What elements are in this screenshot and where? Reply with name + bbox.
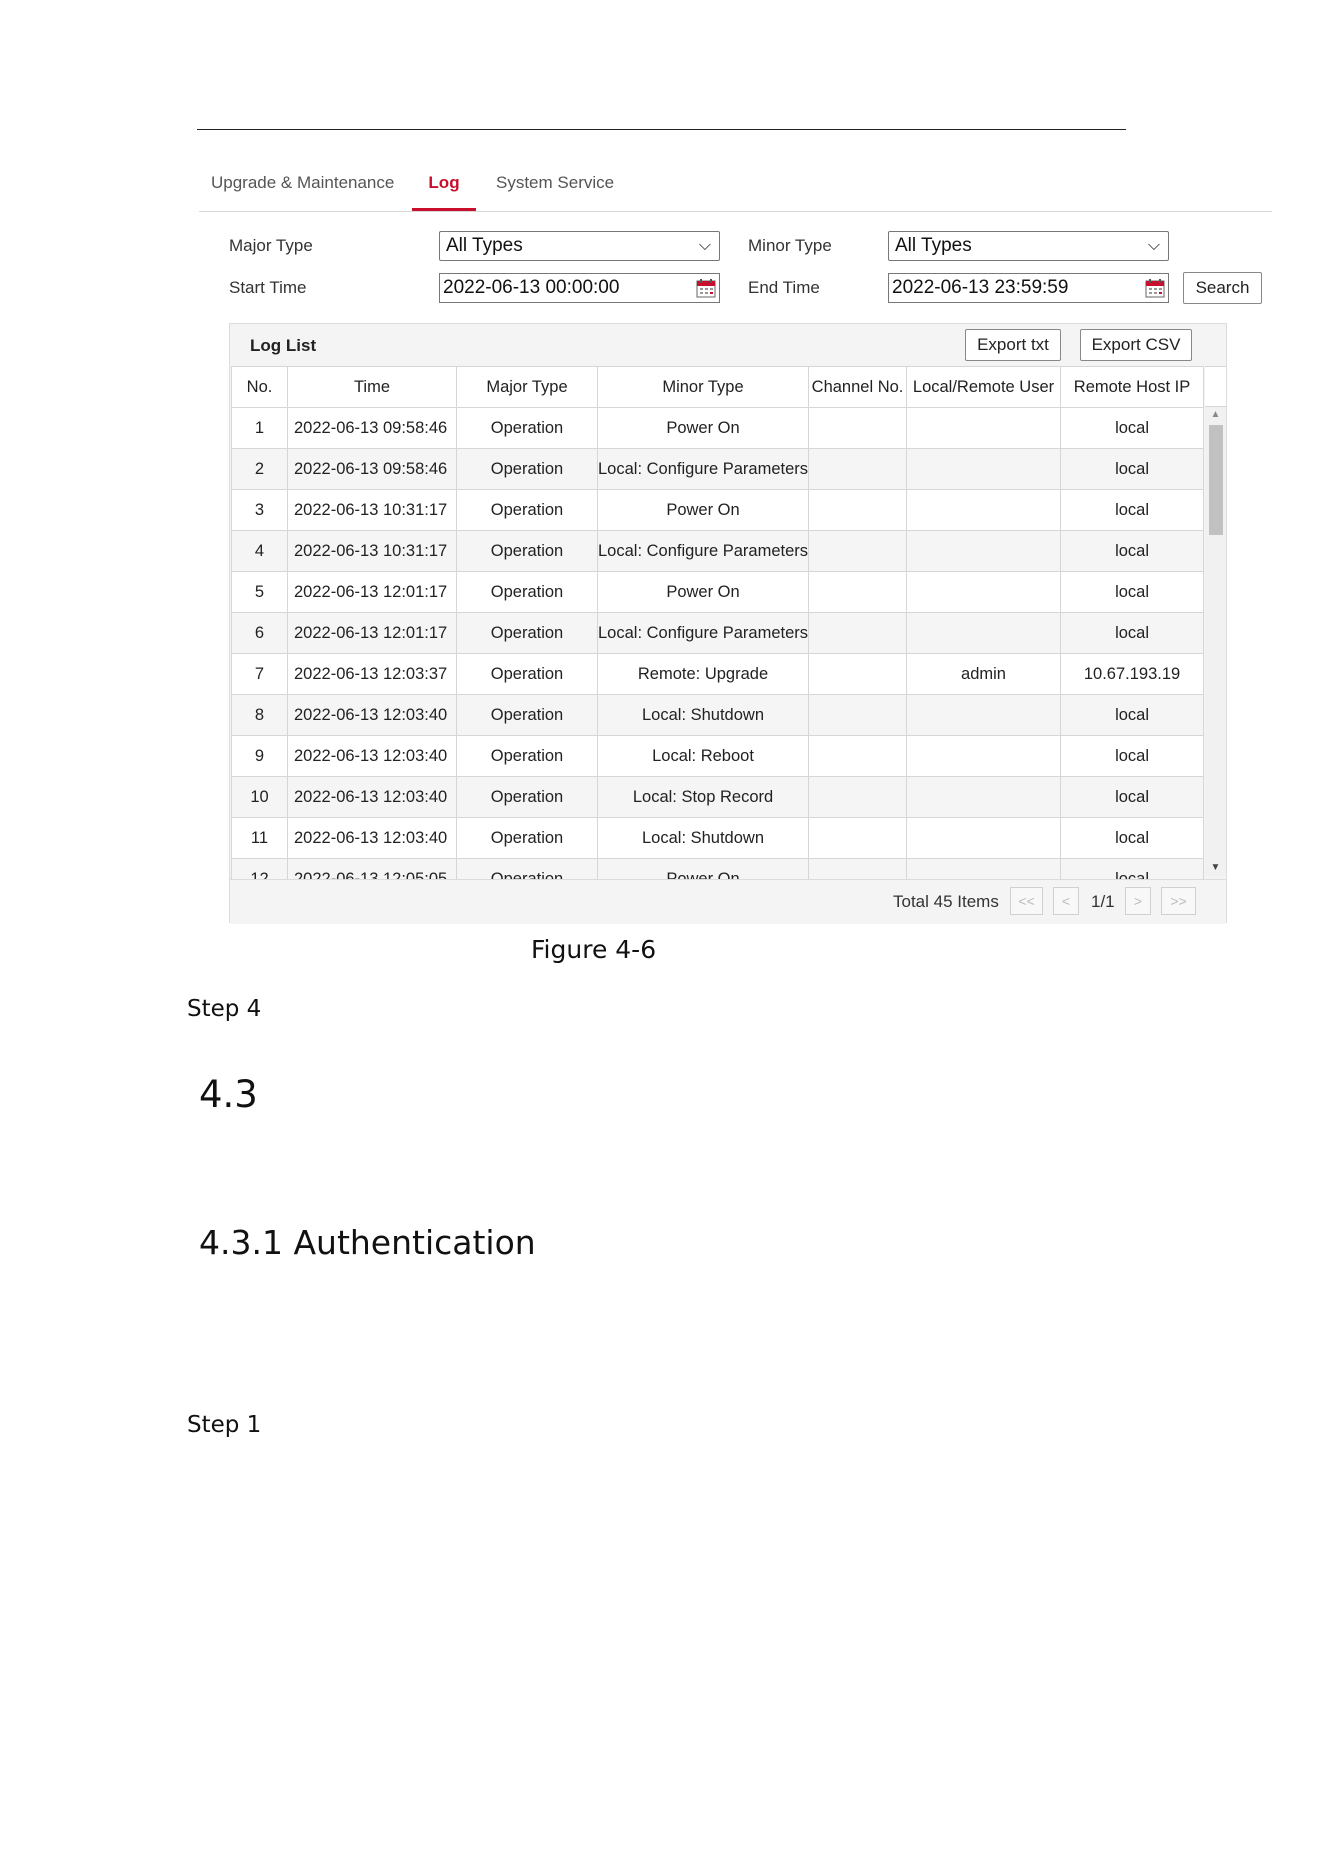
major-type-label: Major Type <box>229 236 313 255</box>
calendar-icon[interactable] <box>1145 278 1165 298</box>
end-time-label: End Time <box>748 278 820 297</box>
cell-remote-host-ip: local <box>1061 408 1204 449</box>
cell-user <box>907 695 1061 736</box>
cell-user <box>907 408 1061 449</box>
cell-remote-host-ip: local <box>1061 818 1204 859</box>
log-table-viewport <box>230 366 1226 878</box>
cell-no: 11 <box>232 818 288 859</box>
cell-channel-no <box>809 408 907 449</box>
minor-type-value: All Types <box>895 235 972 256</box>
cell-minor-type: Power On <box>598 572 809 613</box>
cell-remote-host-ip: local <box>1061 572 1204 613</box>
cell-remote-host-ip: local <box>1061 695 1204 736</box>
column-header-time[interactable]: Time <box>288 367 457 408</box>
export-txt-button[interactable]: Export txt <box>965 329 1061 361</box>
cell-minor-type: Local: Shutdown <box>598 818 809 859</box>
tab-upgrade-maintenance[interactable]: Upgrade & Maintenance <box>211 173 395 192</box>
cell-remote-host-ip: local <box>1061 531 1204 572</box>
tab-system-service[interactable]: System Service <box>496 173 615 192</box>
cell-no: 4 <box>232 531 288 572</box>
table-scrollbar[interactable] <box>1205 407 1226 876</box>
cell-channel-no <box>809 736 907 777</box>
start-time-label: Start Time <box>229 278 307 297</box>
cell-channel-no <box>809 613 907 654</box>
column-header-no[interactable]: No. <box>232 367 288 408</box>
table-row[interactable] <box>232 449 1204 490</box>
log-list-title: Log List <box>250 336 317 355</box>
header-rule <box>197 129 1126 130</box>
cell-major-type: Operation <box>457 490 598 531</box>
total-items-count: Total 45 Items <box>893 892 999 911</box>
cell-channel-no <box>809 572 907 613</box>
prev-page-button[interactable]: < <box>1053 887 1079 915</box>
cell-minor-type: Local: Configure Parameters <box>598 531 809 572</box>
calendar-icon[interactable] <box>696 278 716 298</box>
cell-no: 7 <box>232 654 288 695</box>
table-row[interactable] <box>232 613 1204 654</box>
start-time-input[interactable] <box>439 273 720 303</box>
cell-remote-host-ip: local <box>1061 490 1204 531</box>
cell-remote-host-ip: local <box>1061 449 1204 490</box>
cell-user: admin <box>907 654 1061 695</box>
search-button[interactable]: Search <box>1183 272 1262 304</box>
cell-time: 2022-06-13 12:03:40 <box>288 777 457 818</box>
table-row[interactable] <box>232 654 1204 695</box>
cell-channel-no <box>809 449 907 490</box>
scroll-thumb[interactable] <box>1209 425 1223 535</box>
cell-user <box>907 818 1061 859</box>
end-time-input[interactable] <box>888 273 1169 303</box>
cell-channel-no <box>809 531 907 572</box>
step-1-label: Step 1 <box>187 1412 262 1438</box>
cell-no: 2 <box>232 449 288 490</box>
cell-minor-type: Local: Stop Record <box>598 777 809 818</box>
tab-log[interactable]: Log <box>412 163 476 211</box>
cell-no: 1 <box>232 408 288 449</box>
cell-remote-host-ip: 10.67.193.19 <box>1061 654 1204 695</box>
scroll-down-arrow-icon[interactable]: ▼ <box>1210 862 1221 873</box>
minor-type-select[interactable] <box>888 231 1169 261</box>
cell-minor-type: Local: Configure Parameters <box>598 449 809 490</box>
cell-no: 5 <box>232 572 288 613</box>
cell-major-type: Operation <box>457 408 598 449</box>
cell-remote-host-ip: local <box>1061 613 1204 654</box>
next-page-button[interactable]: > <box>1125 887 1151 915</box>
cell-minor-type: Local: Configure Parameters <box>598 613 809 654</box>
column-header-remote-host-ip[interactable]: Remote Host IP <box>1061 367 1204 408</box>
cell-time: 2022-06-13 12:01:17 <box>288 572 457 613</box>
cell-minor-type: Power On <box>598 490 809 531</box>
table-row[interactable] <box>232 736 1204 777</box>
page-indicator: 1/1 <box>1091 892 1115 911</box>
end-time-value: 2022-06-13 23:59:59 <box>892 277 1069 298</box>
pagination-bar <box>230 879 1226 924</box>
cell-no: 8 <box>232 695 288 736</box>
column-header-minor-type[interactable]: Minor Type <box>598 367 809 408</box>
table-row[interactable] <box>232 408 1204 449</box>
cell-time: 2022-06-13 09:58:46 <box>288 449 457 490</box>
log-table <box>231 366 1204 900</box>
scrollbar-header-spacer <box>1205 366 1226 407</box>
cell-minor-type: Power On <box>598 408 809 449</box>
cell-major-type: Operation <box>457 777 598 818</box>
column-header-channel-no[interactable]: Channel No. <box>809 367 907 408</box>
subsection-heading: 4.3.1 Authentication <box>199 1223 536 1262</box>
table-header-row <box>232 367 1204 408</box>
cell-user <box>907 736 1061 777</box>
cell-time: 2022-06-13 10:31:17 <box>288 531 457 572</box>
cell-no: 6 <box>232 613 288 654</box>
cell-remote-host-ip: local <box>1061 777 1204 818</box>
cell-major-type: Operation <box>457 695 598 736</box>
cell-no: 10 <box>232 777 288 818</box>
chevron-down-icon: ⌵ <box>698 237 711 254</box>
table-row[interactable] <box>232 490 1204 531</box>
major-type-select[interactable] <box>439 231 720 261</box>
cell-user <box>907 490 1061 531</box>
cell-time: 2022-06-13 09:58:46 <box>288 408 457 449</box>
column-header-major-type[interactable]: Major Type <box>457 367 598 408</box>
major-type-value: All Types <box>446 235 523 256</box>
cell-no: 3 <box>232 490 288 531</box>
cell-minor-type: Local: Shutdown <box>598 695 809 736</box>
table-row[interactable] <box>232 777 1204 818</box>
table-row[interactable] <box>232 818 1204 859</box>
cell-time: 2022-06-13 12:03:40 <box>288 736 457 777</box>
cell-user <box>907 777 1061 818</box>
cell-major-type: Operation <box>457 736 598 777</box>
cell-channel-no <box>809 695 907 736</box>
cell-time: 2022-06-13 12:01:17 <box>288 613 457 654</box>
cell-minor-type: Local: Reboot <box>598 736 809 777</box>
cell-remote-host-ip: local <box>1061 736 1204 777</box>
cell-time: 2022-06-13 12:03:40 <box>288 695 457 736</box>
cell-major-type: Operation <box>457 572 598 613</box>
cell-major-type: Operation <box>457 531 598 572</box>
cell-major-type: Operation <box>457 654 598 695</box>
cell-major-type: Operation <box>457 613 598 654</box>
cell-user <box>907 572 1061 613</box>
first-page-button[interactable]: << <box>1010 887 1043 915</box>
scroll-up-arrow-icon[interactable]: ▲ <box>1210 409 1221 420</box>
start-time-value: 2022-06-13 00:00:00 <box>443 277 620 298</box>
cell-time: 2022-06-13 12:03:37 <box>288 654 457 695</box>
cell-no: 9 <box>232 736 288 777</box>
export-csv-button[interactable]: Export CSV <box>1080 329 1192 361</box>
table-row[interactable] <box>232 572 1204 613</box>
cell-channel-no <box>809 490 907 531</box>
step-4-label: Step 4 <box>187 996 262 1022</box>
cell-channel-no <box>809 818 907 859</box>
minor-type-label: Minor Type <box>748 236 832 255</box>
cell-minor-type: Remote: Upgrade <box>598 654 809 695</box>
cell-channel-no <box>809 654 907 695</box>
log-table-body <box>232 408 1204 900</box>
table-row[interactable] <box>232 531 1204 572</box>
cell-user <box>907 449 1061 490</box>
tab-bar <box>199 163 1272 212</box>
cell-major-type: Operation <box>457 818 598 859</box>
cell-time: 2022-06-13 12:03:40 <box>288 818 457 859</box>
log-list-panel <box>229 323 1227 923</box>
table-row[interactable] <box>232 695 1204 736</box>
cell-channel-no <box>809 777 907 818</box>
section-heading: 4.3 <box>199 1073 258 1116</box>
figure-caption: Figure 4-6 <box>531 935 657 964</box>
chevron-down-icon: ⌵ <box>1147 237 1160 254</box>
column-header-user[interactable]: Local/Remote User <box>907 367 1061 408</box>
cell-major-type: Operation <box>457 449 598 490</box>
cell-user <box>907 613 1061 654</box>
cell-user <box>907 531 1061 572</box>
cell-time: 2022-06-13 10:31:17 <box>288 490 457 531</box>
last-page-button[interactable]: >> <box>1161 887 1196 915</box>
